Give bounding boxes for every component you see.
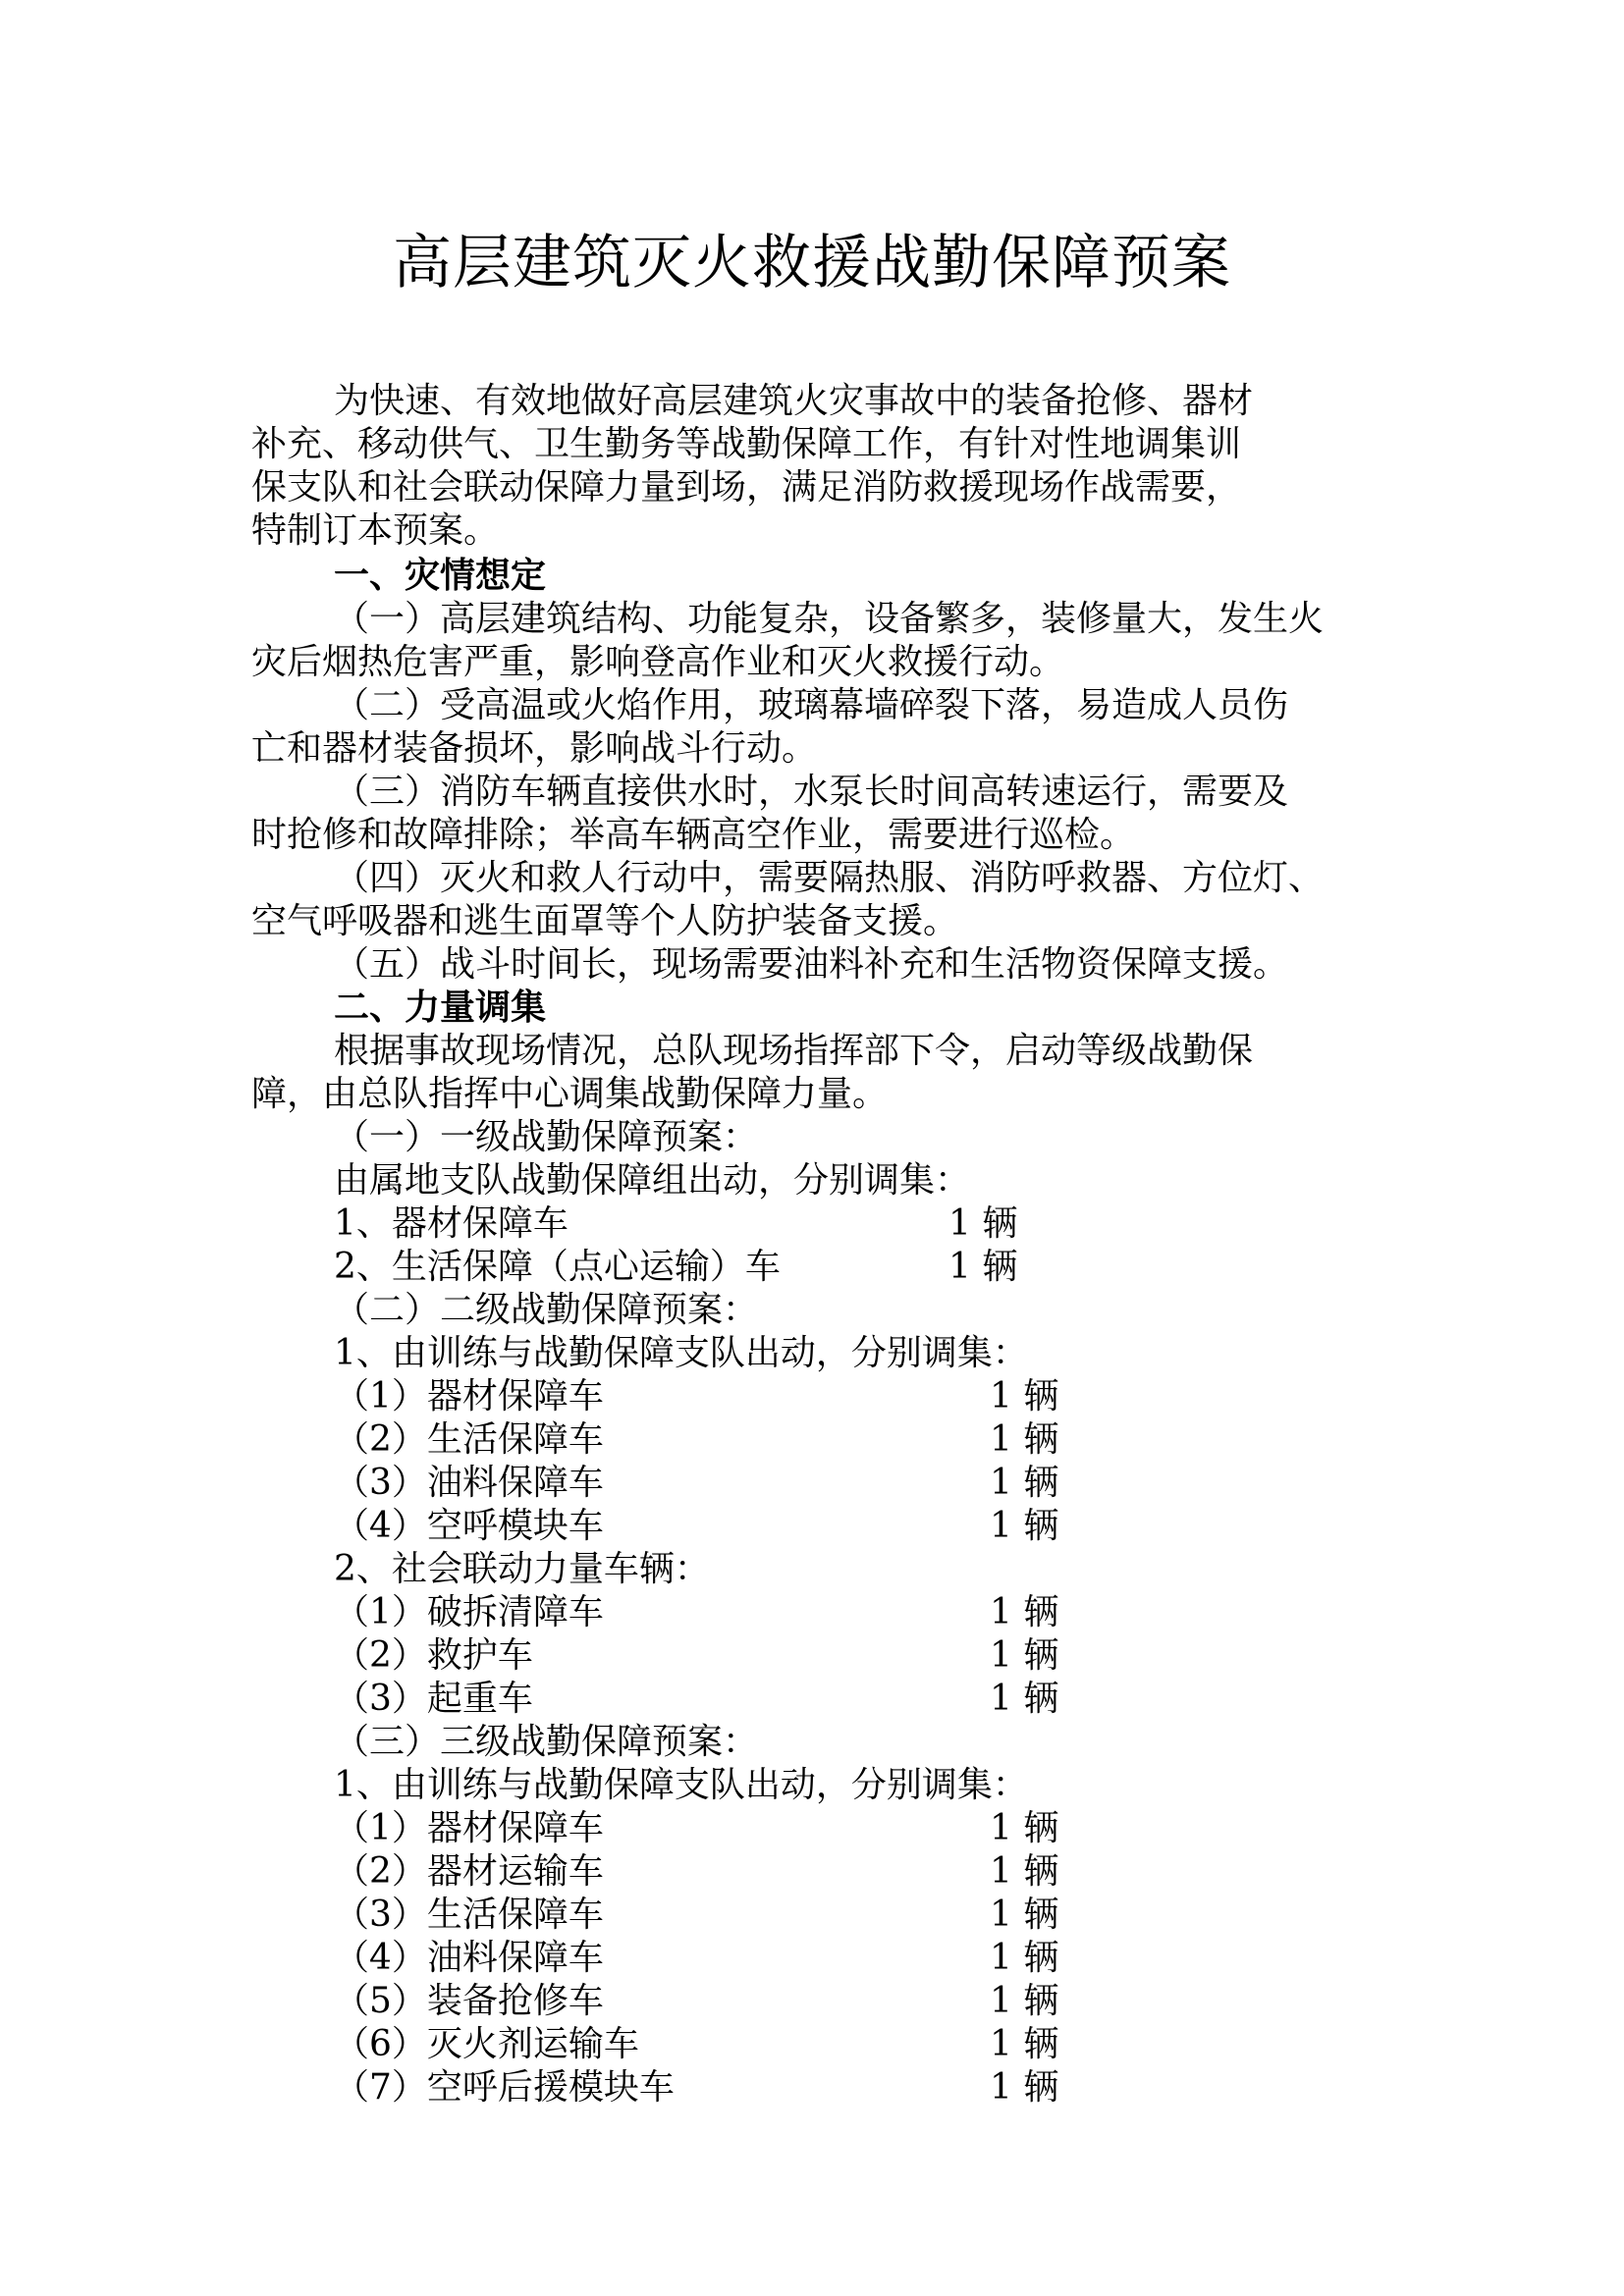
vehicle-item-qty: 1 辆 (990, 1463, 1059, 1503)
vehicle-item-name: （6）灭火剂运输车 (334, 2024, 639, 2064)
section-heading: 一、灾情想定 (334, 556, 547, 596)
intro-line: 补充、移动供气、卫生勤务等战勤保障工作，有针对性地调集训 (251, 424, 1242, 464)
section1-line: 空气呼吸器和逃生面罩等个人防护装备支援。 (251, 901, 959, 941)
vehicle-item-qty: 1 辆 (948, 1247, 1018, 1287)
vehicle-item-name: （2）器材运输车 (334, 1851, 604, 1892)
vehicle-item-qty: 1 辆 (990, 2024, 1059, 2064)
vehicle-item-qty: 1 辆 (990, 1808, 1059, 1848)
section1-line: 灾后烟热危害严重，影响登高作业和灭火救援行动。 (251, 642, 1065, 682)
vehicle-item-qty: 1 辆 (990, 1938, 1059, 1978)
section1-line: 时抢修和故障排除；举高车辆高空作业，需要进行巡检。 (251, 815, 1136, 855)
vehicle-item-qty: 1 辆 (990, 1506, 1059, 1546)
vehicle-item-qty: 1 辆 (990, 1895, 1059, 1935)
vehicle-item-name: （2）生活保障车 (334, 1419, 604, 1460)
vehicle-item-qty: 1 辆 (990, 1376, 1059, 1416)
vehicle-item-qty: 1 辆 (990, 1635, 1059, 1676)
vehicle-item-qty: 1 辆 (990, 1592, 1059, 1632)
vehicle-item-name: 1、器材保障车 (334, 1203, 568, 1244)
intro-line: 为快速、有效地做好高层建筑火灾事故中的装备抢修、器材 (334, 381, 1254, 421)
page-title: 高层建筑灭火救援战勤保障预案 (393, 229, 1231, 297)
vehicle-item-name: 2、生活保障（点心运输）车 (334, 1247, 781, 1287)
section1-line: 亡和器材装备损坏，影响战斗行动。 (251, 728, 818, 769)
vehicle-item-name: （3）油料保障车 (334, 1463, 604, 1503)
section-heading: 二、力量调集 (334, 988, 547, 1028)
intro-line: 特制订本预案。 (251, 510, 500, 551)
vehicle-item-qty: 1 辆 (990, 1981, 1059, 2021)
vehicle-item-qty: 1 辆 (990, 1851, 1059, 1892)
vehicle-item-name: （5）装备抢修车 (334, 1981, 604, 2021)
section1-line: （一）高层建筑结构、功能复杂，设备繁多，装修量大，发生火 (334, 599, 1325, 639)
level-subheading: 1、由训练与战勤保障支队出动，分别调集： (334, 1765, 1028, 1805)
vehicle-item-qty: 1 辆 (990, 2067, 1059, 2108)
level-heading: （三）三级战勤保障预案： (334, 1722, 759, 1762)
section1-line: （三）消防车辆直接供水时，水泵长时间高转速运行，需要及 (334, 772, 1289, 812)
level-heading: （一）一级战勤保障预案： (334, 1117, 759, 1157)
vehicle-item-qty: 1 辆 (990, 1419, 1059, 1460)
vehicle-item-name: （1）破拆清障车 (334, 1592, 604, 1632)
level-subheading: 由属地支队战勤保障组出动，分别调集： (334, 1160, 971, 1201)
section2-line: 障，由总队指挥中心调集战勤保障力量。 (251, 1074, 889, 1114)
vehicle-item-name: （1）器材保障车 (334, 1376, 604, 1416)
vehicle-item-name: （3）起重车 (334, 1679, 533, 1719)
vehicle-item-name: （4）空呼模块车 (334, 1506, 604, 1546)
section1-line: （五）战斗时间长，现场需要油料补充和生活物资保障支援。 (334, 944, 1289, 985)
vehicle-item-name: （4）油料保障车 (334, 1938, 604, 1978)
vehicle-item-qty: 1 辆 (990, 1679, 1059, 1719)
intro-line: 保支队和社会联动保障力量到场，满足消防救援现场作战需要， (251, 467, 1242, 507)
vehicle-item-qty: 1 辆 (948, 1203, 1018, 1244)
section1-line: （四）灭火和救人行动中，需要隔热服、消防呼救器、方位灯、 (334, 858, 1325, 898)
vehicle-item-name: （7）空呼后援模块车 (334, 2067, 675, 2108)
vehicle-item-name: （2）救护车 (334, 1635, 533, 1676)
section2-line: 根据事故现场情况，总队现场指挥部下令，启动等级战勤保 (334, 1031, 1254, 1071)
level-subheading: 1、由训练与战勤保障支队出动，分别调集： (334, 1333, 1028, 1373)
section1-line: （二）受高温或火焰作用，玻璃幕墙碎裂下落，易造成人员伤 (334, 685, 1289, 725)
vehicle-item-name: （1）器材保障车 (334, 1808, 604, 1848)
level-subheading: 2、社会联动力量车辆： (334, 1549, 710, 1589)
vehicle-item-name: （3）生活保障车 (334, 1895, 604, 1935)
level-heading: （二）二级战勤保障预案： (334, 1290, 759, 1330)
